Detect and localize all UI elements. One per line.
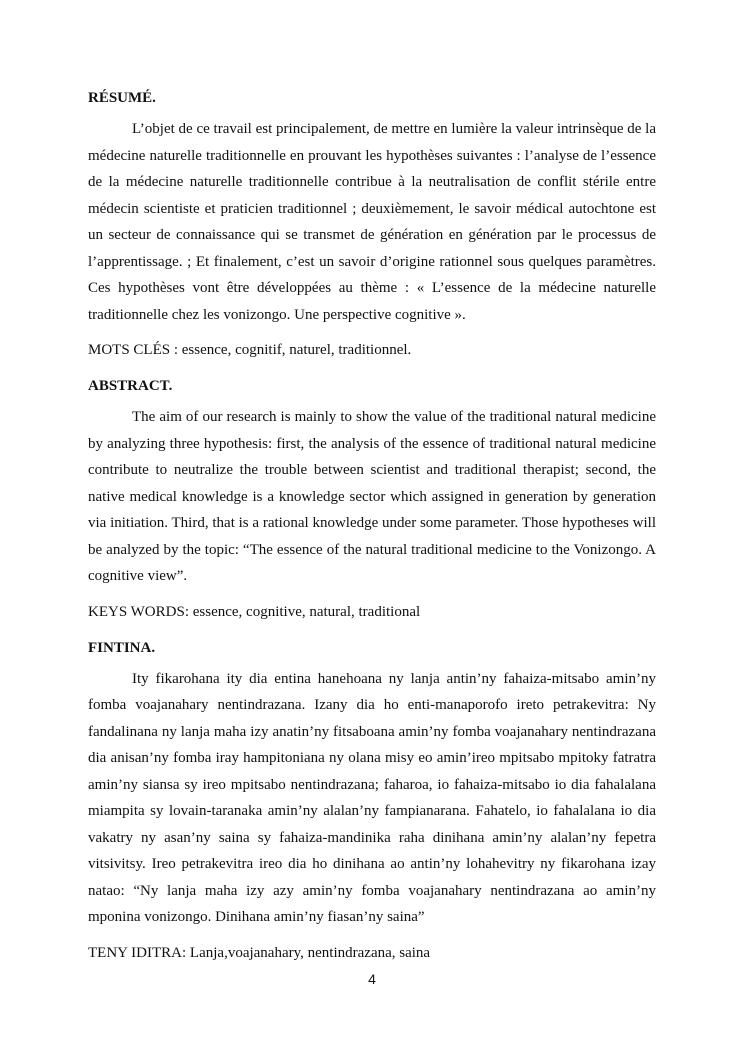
fintina-paragraph: Ity fikarohana ity dia entina hanehoana ny lanja antin’ny fahaiza-mitsabo amin’ny fomba voajanahary nentindrazana. Izany dia ho enti-manaporofo ireto petrakevitra: Ny fandalinana ny lanja maha izy anatin’ny fitsaboana amin’ny fomba voajanahary nentindrazana dia anisan’ny fomba iray hampitoniana ny olana misy eo amin’ireo mpitsabo mpitoky fatratra amin’ny siansa sy ireo mpitsabo nentindrazana; faharoa, io fahaiza-mitsabo io dia fahalalana miampita sy lovain-taranaka amin’ny alalan’ny fampianarana. Fahatelo, io fahalalana io dia vakatry ny asan’ny saina sy fahaiza-mandinika raha dinihana amin’ny alalan’ny fepetra vitsivitsy. Ireo petrakevitra ireo dia ho dinihana ao antin’ny lohahevitry ny fikarohana izay natao: “Ny lanja maha izy azy amin’ny fomba voajanahary nentindrazana ao amin’ny mponina vonizongo. Dinihana amin’ny fiasan’ny saina” <box>88 670 656 925</box>
abstract-section <box>88 376 656 622</box>
fintina-heading: FINTINA. <box>88 639 156 656</box>
abstract-keywords: KEYS WORDS: essence, cognitive, natural, traditional <box>88 603 421 620</box>
resume-paragraph: L’objet de ce travail est principalement, de mettre en lumière la valeur intrinsèque de la médecine naturelle traditionnelle en prouvant les hypothèses suivantes : l’analyse de l’essence de la médecine naturelle traditionnelle contribue à la neutralisation de conflit stérile entre médecin scientiste et praticien traditionnel ; deuxièmement, le savoir médical autochtone est un secteur de connaissance qui se transmet de génération en génération par le processus de l’apprentissage. ; Et finalement, c’est un savoir d’origine rationnel sous quelques paramètres. Ces hypothèses vont être développées au thème : « L’essence de la médecine naturelle traditionnelle chez les vonizongo. Une perspective cognitive ». <box>88 121 656 323</box>
resume-heading: RÉSUMÉ. <box>88 90 156 106</box>
fintina-section <box>88 638 656 963</box>
fintina-keywords: TENY IDITRA: Lanja,voajanahary, nentindrazana, saina <box>88 944 431 961</box>
abstract-heading: ABSTRACT. <box>88 378 173 394</box>
page-number: 4 <box>368 971 376 987</box>
abstract-paragraph: The aim of our research is mainly to show the value of the traditional natural medicine by analyzing three hypothesis: first, the analysis of the essence of traditional natural medicine contribute to neutralize the trouble between scientist and traditional therapist; second, the native medical knowledge is a knowledge sector which assigned in generation by generation via initiation. Third, that is a rational knowledge under some parameter. Those hypotheses will be analyzed by the topic: “The essence of the natural traditional medicine to the Vonizongo. A cognitive view”. <box>88 409 656 584</box>
resume-section <box>88 88 656 360</box>
resume-keywords: MOTS CLÉS : essence, cognitif, naturel, traditionnel. <box>88 342 412 358</box>
